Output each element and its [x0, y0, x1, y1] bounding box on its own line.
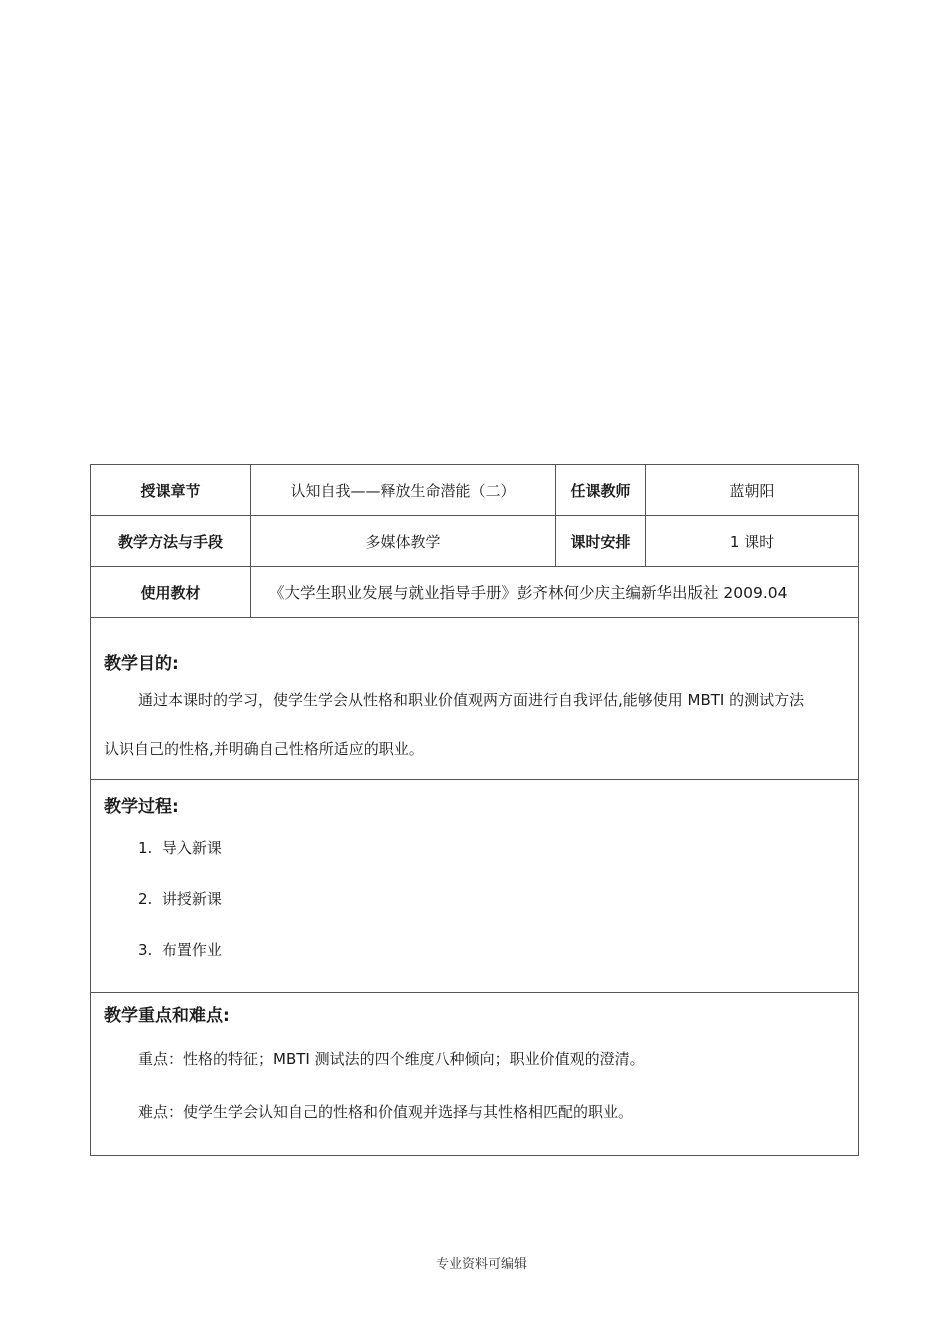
- hours-value: 1 课时: [646, 516, 859, 567]
- process-item-text: 导入新课: [161, 839, 222, 857]
- process-item-text: 讲授新课: [161, 890, 222, 908]
- focus-text: 重点：性格的特征；MBTI 测试法的四个维度八种倾向；职业价值观的澄清。: [138, 1050, 645, 1068]
- objective-title: 教学目的:: [104, 654, 179, 674]
- lesson-plan-table: [90, 464, 859, 1156]
- process-item: [138, 888, 859, 909]
- objective-line-1: 通过本课时的学习，使学生学会从性格和职业价值观两方面进行自我评估,能够使用 MBTI 的测试方法: [138, 691, 805, 709]
- process-item-number: 1.: [138, 839, 153, 857]
- difficulty-text: 难点：使学生学会认知自己的性格和价值观并选择与其性格相匹配的职业。: [138, 1103, 634, 1121]
- objective-line-2: 认识自己的性格,并明确自己性格所适应的职业。: [104, 740, 424, 758]
- process-item: [138, 939, 859, 960]
- keypoints-title: 教学重点和难点:: [104, 1006, 230, 1026]
- teacher-value: 蓝朝阳: [646, 465, 859, 516]
- textbook-label: 使用教材: [91, 567, 251, 618]
- process-item-number: 2.: [138, 890, 153, 908]
- process-section: [91, 780, 859, 993]
- chapter-value: 认知自我——释放生命潜能（二）: [251, 465, 556, 516]
- textbook-value: 《大学生职业发展与就业指导手册》彭齐林何少庆主编新华出版社 2009.04: [251, 567, 859, 618]
- chapter-label: 授课章节: [91, 465, 251, 516]
- teacher-label: 任课教师: [556, 465, 646, 516]
- method-label: 教学方法与手段: [91, 516, 251, 567]
- footer-note: 专业资料可编辑: [436, 1257, 528, 1272]
- hours-label: 课时安排: [556, 516, 646, 567]
- method-value: 多媒体教学: [251, 516, 556, 567]
- method-row: [91, 516, 859, 567]
- objective-section: [91, 618, 859, 780]
- chapter-row: [91, 465, 859, 516]
- process-title: 教学过程:: [104, 797, 179, 817]
- process-item-text: 布置作业: [161, 941, 222, 959]
- textbook-row: [91, 567, 859, 618]
- process-item-number: 3.: [138, 941, 153, 959]
- keypoints-section: [91, 993, 859, 1156]
- process-item: [138, 837, 859, 858]
